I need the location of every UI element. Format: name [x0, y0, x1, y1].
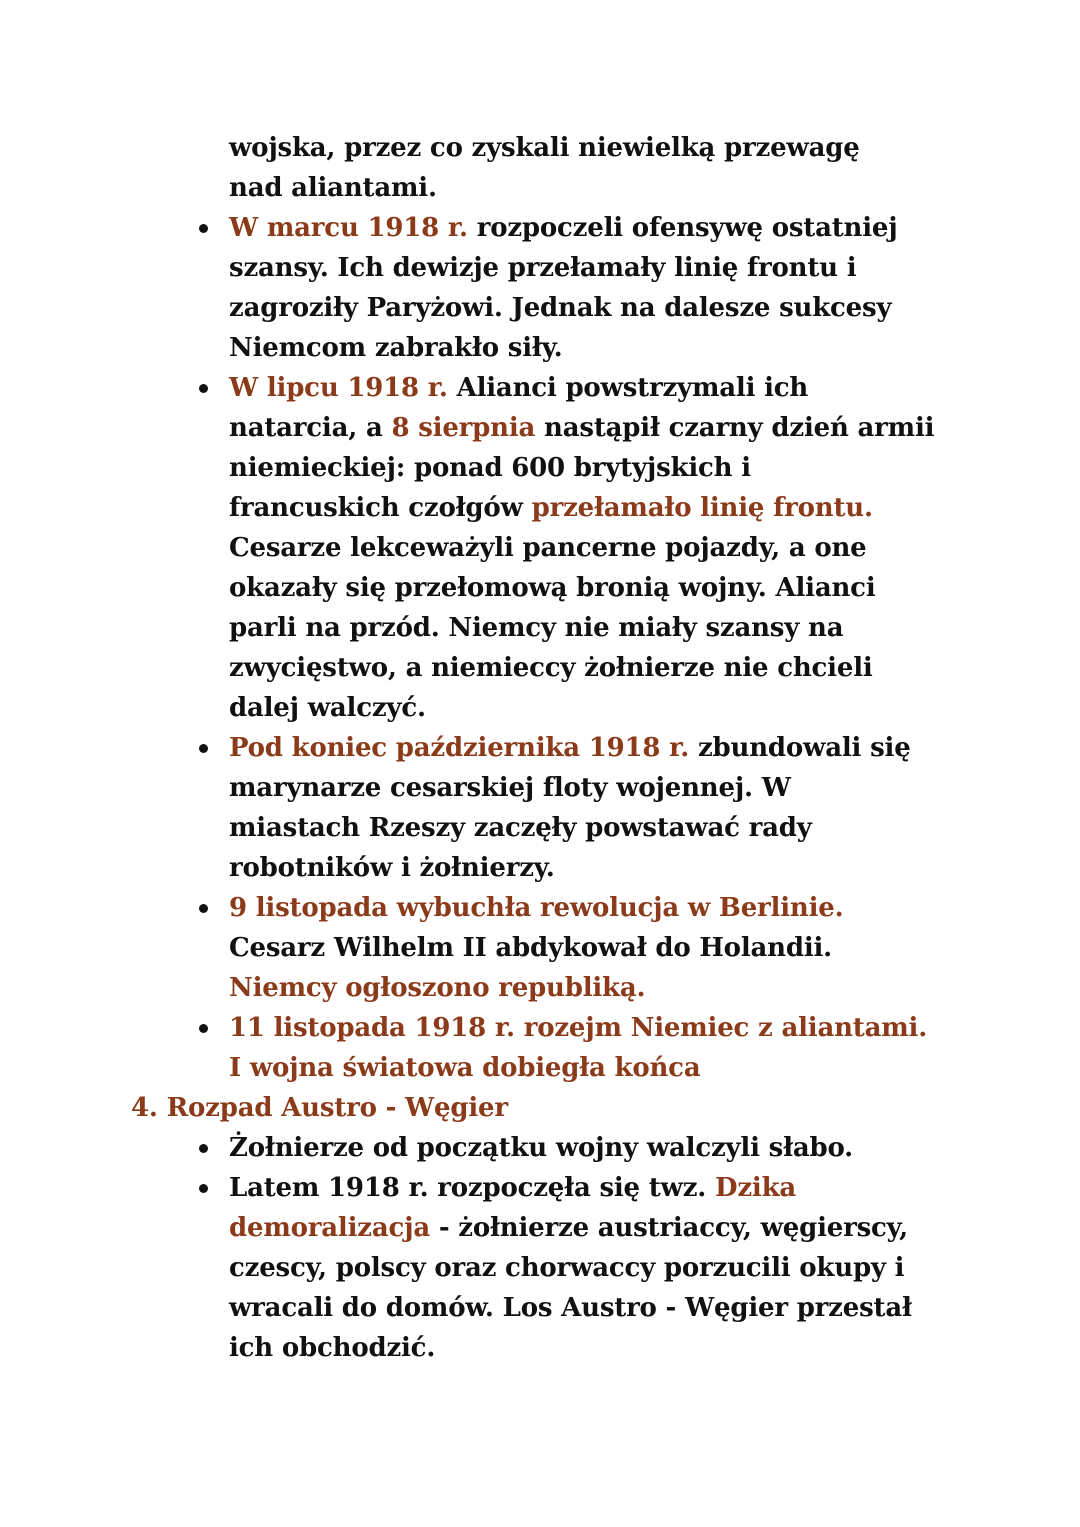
text-segment: Alianci powstrzymali ich	[447, 373, 809, 403]
text-segment: Latem 1918 r. rozpoczęła się twz.	[229, 1173, 716, 1203]
text-line	[0, 328, 1080, 368]
text-line	[0, 568, 1080, 608]
text-line	[0, 608, 1080, 648]
text-line	[0, 248, 1080, 288]
text-segment: parli na przód. Niemcy nie miały szansy na	[229, 613, 844, 643]
text-segment: nad aliantami.	[229, 173, 437, 203]
text-line	[0, 968, 1080, 1008]
bullet-item-july-1918	[0, 368, 1080, 408]
text-line	[0, 1048, 1080, 1088]
text-segment: natarcia, a	[229, 413, 392, 443]
text-segment: okazały się przełomową bronią wojny. Alianci	[229, 573, 876, 603]
highlight-phrase: 11 listopada 1918 r. rozejm Niemiec z aliantami.	[229, 1013, 928, 1043]
intro-line-1	[0, 128, 1080, 168]
highlight-phrase: Dzika	[715, 1173, 797, 1203]
text-line	[0, 928, 1080, 968]
text-segment: francuskich czołgów	[229, 493, 532, 523]
text-line	[0, 408, 1080, 448]
text-segment: Cesarz Wilhelm II abdykował do Holandii.	[229, 933, 833, 963]
highlight-date: Pod koniec października 1918 r.	[229, 733, 690, 763]
text-line	[0, 448, 1080, 488]
text-segment: zagroziły Paryżowi. Jednak na dalesze sukcesy	[229, 293, 892, 323]
bullet-item-march-1918	[0, 208, 1080, 248]
text-line	[0, 808, 1080, 848]
bullet-item-soldiers	[0, 1128, 1080, 1168]
bullet-icon	[199, 1144, 208, 1153]
text-line	[0, 768, 1080, 808]
highlight-phrase: demoralizacja	[229, 1213, 430, 1243]
document-page	[0, 128, 1080, 1368]
text-segment: czescy, polscy oraz chorwaccy porzucili okupy i	[229, 1253, 905, 1283]
bullet-icon	[199, 224, 208, 233]
text-segment: marynarze cesarskiej floty wojennej. W	[229, 773, 791, 803]
text-segment: miastach Rzeszy zaczęły powstawać rady	[229, 813, 812, 843]
highlight-date: W marcu 1918 r.	[229, 213, 468, 243]
bullet-icon	[199, 744, 208, 753]
highlight-phrase: 9 listopada wybuchła rewolucja w Berlinie.	[229, 893, 844, 923]
text-line	[0, 1288, 1080, 1328]
bullet-item-november-9	[0, 888, 1080, 928]
bullet-icon	[199, 384, 208, 393]
text-segment: rozpoczeli ofensywę ostatniej	[467, 213, 898, 243]
text-line	[0, 688, 1080, 728]
highlight-date: W lipcu 1918 r.	[229, 373, 448, 403]
text-segment: zbundowali się	[689, 733, 911, 763]
highlight-phrase: przełamało linię frontu.	[531, 493, 873, 523]
highlight-phrase: Niemcy ogłoszono republiką.	[229, 973, 646, 1003]
bullet-item-summer-1918	[0, 1168, 1080, 1208]
text-segment: ich obchodzić.	[229, 1333, 436, 1363]
bullet-item-november-11	[0, 1008, 1080, 1048]
text-segment: zwycięstwo, a niemieccy żołnierze nie chcieli	[229, 653, 873, 683]
highlight-phrase: I wojna światowa dobiegła końca	[229, 1053, 701, 1083]
text-segment: szansy. Ich dewizje przełamały linię frontu i	[229, 253, 857, 283]
text-line	[0, 848, 1080, 888]
bullet-icon	[199, 904, 208, 913]
bullet-icon	[199, 1184, 208, 1193]
text-segment: wracali do domów. Los Austro - Węgier przestał	[229, 1293, 912, 1323]
text-segment: robotników i żołnierzy.	[229, 853, 555, 883]
text-line	[0, 528, 1080, 568]
text-segment: Cesarze lekceważyli pancerne pojazdy, a one	[229, 533, 867, 563]
text-segment: - żołnierze austriaccy, węgierscy,	[429, 1213, 908, 1243]
text-line	[0, 288, 1080, 328]
text-line	[0, 1248, 1080, 1288]
text-segment: Niemcom zabrakło siły.	[229, 333, 563, 363]
bullet-icon	[199, 1024, 208, 1033]
bullet-item-october-1918	[0, 728, 1080, 768]
text-segment: niemieckiej: ponad 600 brytyjskich i	[229, 453, 751, 483]
text-segment: wojska, przez co zyskali niewielką przewagę	[229, 133, 860, 163]
intro-line-2	[0, 168, 1080, 208]
text-segment: Żołnierze od początku wojny walczyli słabo.	[229, 1133, 854, 1163]
text-segment: dalej walczyć.	[229, 693, 426, 723]
text-line	[0, 488, 1080, 528]
text-line	[0, 1328, 1080, 1368]
section-heading: 4. Rozpad Austro - Węgier	[131, 1093, 508, 1123]
text-segment: nastąpił czarny dzień armii	[535, 413, 935, 443]
highlight-date: 8 sierpnia	[391, 413, 536, 443]
text-line	[0, 1208, 1080, 1248]
text-line	[0, 648, 1080, 688]
